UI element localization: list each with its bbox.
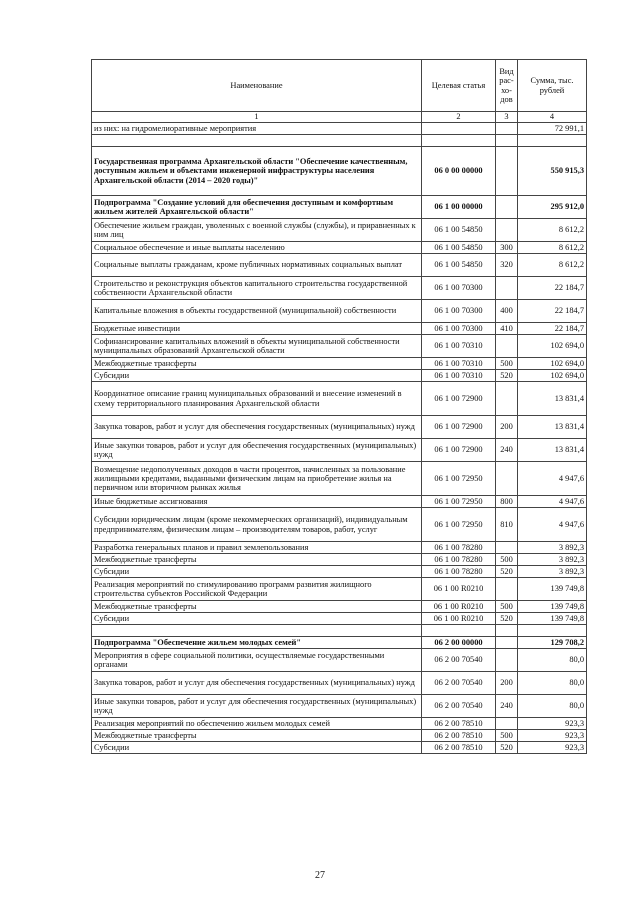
- row-sum: 4 947,6: [518, 462, 587, 496]
- row-target-code: 06 2 00 70540: [422, 695, 496, 718]
- row-target-code: 06 2 00 70540: [422, 649, 496, 672]
- row-sum: 22 184,7: [518, 300, 587, 323]
- table-row: [92, 196, 587, 219]
- row-sum: 13 831,4: [518, 416, 587, 439]
- row-target-code: 06 1 00 R0210: [422, 601, 496, 613]
- table-row: [92, 254, 587, 277]
- row-target-code: 06 1 00 72900: [422, 382, 496, 416]
- row-name: Закупка товаров, работ и услуг для обеспечения государственных (муниципальных) нужд: [92, 416, 422, 439]
- row-name: Разработка генеральных планов и правил землепользования: [92, 542, 422, 554]
- row-target-code: [422, 625, 496, 637]
- row-name: Межбюджетные трансферты: [92, 554, 422, 566]
- table-row: [92, 358, 587, 370]
- row-target-code: 06 1 00 70300: [422, 323, 496, 335]
- row-expense-type: [496, 219, 518, 242]
- table-row: [92, 613, 587, 625]
- table-row: [92, 439, 587, 462]
- row-name: Обеспечение жильем граждан, уволенных с военной службы (службы), и приравненных к ним лиц: [92, 219, 422, 242]
- row-sum: 80,0: [518, 672, 587, 695]
- row-expense-type: 520: [496, 370, 518, 382]
- row-name: Иные закупки товаров, работ и услуг для обеспечения государственных (муниципальных) нужд: [92, 695, 422, 718]
- row-sum: 4 947,6: [518, 508, 587, 542]
- row-expense-type: 500: [496, 730, 518, 742]
- row-expense-type: [496, 718, 518, 730]
- table-header-row: [92, 60, 587, 112]
- row-expense-type: 520: [496, 566, 518, 578]
- row-target-code: 06 1 00 R0210: [422, 613, 496, 625]
- row-sum: 102 694,0: [518, 358, 587, 370]
- table-row: [92, 742, 587, 754]
- column-number: 2: [422, 112, 496, 123]
- row-sum: 8 612,2: [518, 242, 587, 254]
- column-number: 1: [92, 112, 422, 123]
- row-target-code: 06 1 00 72950: [422, 496, 496, 508]
- table-row: [92, 578, 587, 601]
- row-target-code: 06 1 00 54850: [422, 254, 496, 277]
- row-target-code: 06 1 00 72900: [422, 416, 496, 439]
- row-expense-type: [496, 649, 518, 672]
- row-name: Реализация мероприятий по обеспечению жильем молодых семей: [92, 718, 422, 730]
- row-target-code: 06 1 00 70300: [422, 300, 496, 323]
- table-row: [92, 649, 587, 672]
- row-sum: 139 749,8: [518, 601, 587, 613]
- row-expense-type: [496, 382, 518, 416]
- row-sum: 102 694,0: [518, 370, 587, 382]
- row-sum: 129 708,2: [518, 637, 587, 649]
- table-row: [92, 718, 587, 730]
- row-target-code: 06 1 00 70300: [422, 277, 496, 300]
- row-sum: 80,0: [518, 695, 587, 718]
- row-sum: 295 912,0: [518, 196, 587, 219]
- row-expense-type: [496, 196, 518, 219]
- row-name: Реализация мероприятий по стимулированию программ развития жилищного строительства субъектов Российской Федерации: [92, 578, 422, 601]
- row-sum: 72 991,1: [518, 123, 587, 135]
- row-sum: 8 612,2: [518, 254, 587, 277]
- row-name: Межбюджетные трансферты: [92, 601, 422, 613]
- table-row: [92, 496, 587, 508]
- row-expense-type: 410: [496, 323, 518, 335]
- page-number: 27: [315, 870, 325, 881]
- row-name: Строительство и реконструкция объектов капитального строительства государственной собственности Архангельской области: [92, 277, 422, 300]
- row-name: Координатное описание границ муниципальных образований и внесение изменений в схему территориального планирования Архангельской области: [92, 382, 422, 416]
- budget-table: [91, 59, 587, 754]
- row-expense-type: [496, 135, 518, 147]
- row-sum: [518, 625, 587, 637]
- table-row: [92, 123, 587, 135]
- table-row: [92, 242, 587, 254]
- row-sum: [518, 135, 587, 147]
- table-row: [92, 672, 587, 695]
- row-sum: 4 947,6: [518, 496, 587, 508]
- row-target-code: [422, 135, 496, 147]
- row-name: Возмещение недополученных доходов в части процентов, начисленных за пользование жилищными кредитами, выданными физическим лицам на приобретение жилья на первичном или вторичном рынках жилья: [92, 462, 422, 496]
- row-expense-type: 500: [496, 601, 518, 613]
- row-name: Государственная программа Архангельской области "Обеспечение качественным, доступным жильем и объектами инженерной инфраструктуры населения Архангельской области (2014 – 2020 годы)": [92, 147, 422, 196]
- table-row: [92, 323, 587, 335]
- row-target-code: 06 1 00 R0210: [422, 578, 496, 601]
- row-expense-type: 200: [496, 416, 518, 439]
- table-row: [92, 730, 587, 742]
- row-target-code: 06 1 00 72950: [422, 508, 496, 542]
- row-expense-type: [496, 123, 518, 135]
- table-row: [92, 695, 587, 718]
- table-row: [92, 219, 587, 242]
- row-expense-type: 500: [496, 554, 518, 566]
- table-row: [92, 462, 587, 496]
- row-name: Социальные выплаты гражданам, кроме публичных нормативных социальных выплат: [92, 254, 422, 277]
- row-sum: 923,3: [518, 718, 587, 730]
- table-row: [92, 637, 587, 649]
- table-row: [92, 601, 587, 613]
- row-target-code: 06 2 00 78510: [422, 718, 496, 730]
- row-name: Подпрограмма "Обеспечение жильем молодых семей": [92, 637, 422, 649]
- table-row: [92, 382, 587, 416]
- row-expense-type: 320: [496, 254, 518, 277]
- row-name: Межбюджетные трансферты: [92, 358, 422, 370]
- row-sum: 3 892,3: [518, 554, 587, 566]
- row-name: Межбюджетные трансферты: [92, 730, 422, 742]
- row-expense-type: 520: [496, 613, 518, 625]
- row-expense-type: 800: [496, 496, 518, 508]
- row-sum: 923,3: [518, 742, 587, 754]
- header-name: Наименование: [92, 60, 422, 112]
- row-sum: 13 831,4: [518, 439, 587, 462]
- row-target-code: 06 2 00 00000: [422, 637, 496, 649]
- row-expense-type: 400: [496, 300, 518, 323]
- table-row: [92, 277, 587, 300]
- row-sum: 22 184,7: [518, 323, 587, 335]
- separator-row: [92, 625, 587, 637]
- table-row: [92, 147, 587, 196]
- row-sum: 3 892,3: [518, 566, 587, 578]
- table-row: [92, 554, 587, 566]
- row-expense-type: [496, 625, 518, 637]
- row-target-code: 06 1 00 72900: [422, 439, 496, 462]
- row-name: Субсидии юридическим лицам (кроме некоммерческих организаций), индивидуальным предпринимателям, физическим лицам – производителям товаров, работ, услуг: [92, 508, 422, 542]
- row-target-code: 06 1 00 54850: [422, 219, 496, 242]
- row-name: [92, 135, 422, 147]
- row-expense-type: 300: [496, 242, 518, 254]
- row-target-code: 06 1 00 70310: [422, 335, 496, 358]
- budget-table-body: [92, 60, 587, 754]
- row-sum: 8 612,2: [518, 219, 587, 242]
- row-name: Субсидии: [92, 566, 422, 578]
- row-expense-type: [496, 277, 518, 300]
- row-name: Капитальные вложения в объекты государственной (муниципальной) собственности: [92, 300, 422, 323]
- row-target-code: 06 1 00 54850: [422, 242, 496, 254]
- row-expense-type: [496, 542, 518, 554]
- row-target-code: 06 2 00 70540: [422, 672, 496, 695]
- row-name: Субсидии: [92, 613, 422, 625]
- row-sum: 102 694,0: [518, 335, 587, 358]
- row-expense-type: [496, 462, 518, 496]
- row-expense-type: [496, 335, 518, 358]
- table-row: [92, 370, 587, 382]
- row-name: Субсидии: [92, 742, 422, 754]
- row-name: Бюджетные инвестиции: [92, 323, 422, 335]
- row-sum: 139 749,8: [518, 578, 587, 601]
- row-expense-type: [496, 147, 518, 196]
- row-expense-type: 810: [496, 508, 518, 542]
- row-target-code: 06 1 00 00000: [422, 196, 496, 219]
- row-expense-type: [496, 578, 518, 601]
- row-target-code: 06 2 00 78510: [422, 730, 496, 742]
- row-name: Иные закупки товаров, работ и услуг для обеспечения государственных (муниципальных) нужд: [92, 439, 422, 462]
- row-expense-type: 200: [496, 672, 518, 695]
- table-row: [92, 508, 587, 542]
- row-target-code: 06 1 00 78280: [422, 554, 496, 566]
- row-target-code: 06 2 00 78510: [422, 742, 496, 754]
- row-target-code: 06 0 00 00000: [422, 147, 496, 196]
- row-expense-type: 240: [496, 695, 518, 718]
- row-sum: 139 749,8: [518, 613, 587, 625]
- separator-row: [92, 135, 587, 147]
- row-target-code: 06 1 00 78280: [422, 566, 496, 578]
- header-sum: Сумма, тыс. рублей: [518, 60, 587, 112]
- row-name: [92, 625, 422, 637]
- header-target: Целевая статья: [422, 60, 496, 112]
- row-name: Софинансирование капитальных вложений в объекты муниципальной собственности муниципальных образований Архангельской области: [92, 335, 422, 358]
- row-name: Мероприятия в сфере социальной политики, осуществляемые государственными органами: [92, 649, 422, 672]
- row-expense-type: [496, 637, 518, 649]
- row-expense-type: 520: [496, 742, 518, 754]
- row-sum: 923,3: [518, 730, 587, 742]
- row-target-code: 06 1 00 78280: [422, 542, 496, 554]
- column-numbers-row: [92, 112, 587, 123]
- row-name: Подпрограмма "Создание условий для обеспечения доступным и комфортным жильем жителей Архангельской области": [92, 196, 422, 219]
- row-target-code: 06 1 00 70310: [422, 370, 496, 382]
- row-target-code: 06 1 00 72950: [422, 462, 496, 496]
- row-sum: 80,0: [518, 649, 587, 672]
- row-name: Иные бюджетные ассигнования: [92, 496, 422, 508]
- row-sum: 22 184,7: [518, 277, 587, 300]
- row-target-code: [422, 123, 496, 135]
- column-number: 4: [518, 112, 587, 123]
- row-name: Субсидии: [92, 370, 422, 382]
- row-sum: 13 831,4: [518, 382, 587, 416]
- row-name: из них: на гидромелиоративные мероприятия: [92, 123, 422, 135]
- row-name: Закупка товаров, работ и услуг для обеспечения государственных (муниципальных) нужд: [92, 672, 422, 695]
- table-row: [92, 566, 587, 578]
- table-row: [92, 542, 587, 554]
- header-type: Вид рас- хо- дов: [496, 60, 518, 112]
- row-expense-type: 500: [496, 358, 518, 370]
- table-row: [92, 300, 587, 323]
- row-sum: 3 892,3: [518, 542, 587, 554]
- row-expense-type: 240: [496, 439, 518, 462]
- table-row: [92, 416, 587, 439]
- row-name: Социальное обеспечение и иные выплаты населению: [92, 242, 422, 254]
- row-target-code: 06 1 00 70310: [422, 358, 496, 370]
- column-number: 3: [496, 112, 518, 123]
- row-sum: 550 915,3: [518, 147, 587, 196]
- table-row: [92, 335, 587, 358]
